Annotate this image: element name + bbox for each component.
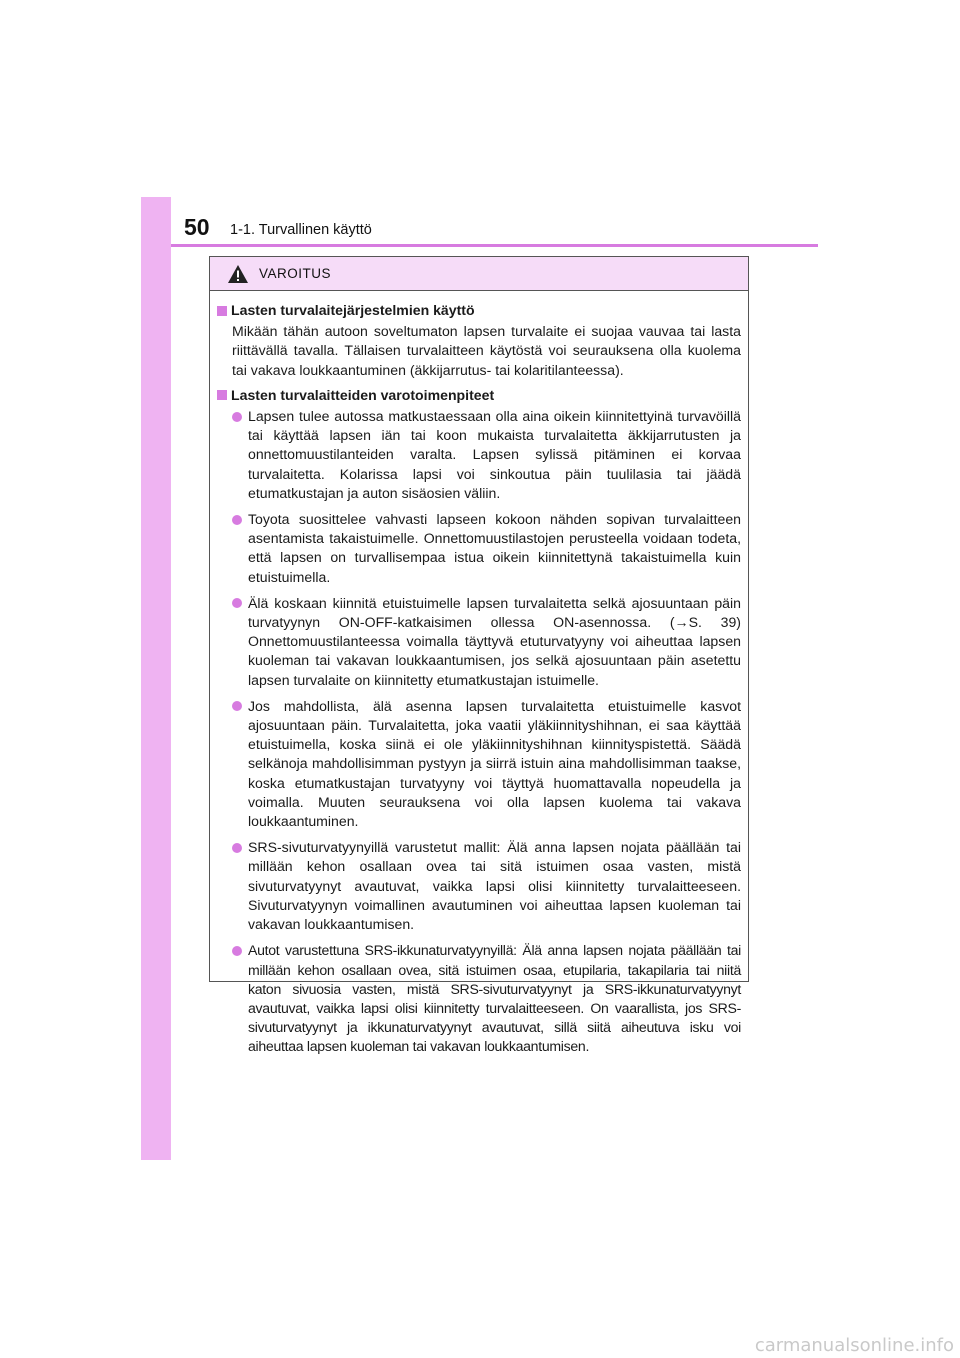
square-bullet-icon xyxy=(217,390,227,400)
circle-bullet-icon xyxy=(232,412,242,422)
list-item xyxy=(217,510,741,587)
list-item-text: Jos mahdollista, älä asenna lapsen turvalaitetta etuistuimelle kasvot ajosuuntaan päin. Turvalaitetta, joka vaatii yläkiinnityshihnan, ei saa käyttää etuistuimella, koska siinä ei ole yläkiinnityshihnan kiinnityspistettä. Säädä selkänoja mahdollisimman pystyyn ja siirrä istuin aina mahdollisimman taakse, koska etumatkustajan turvatyyny voi täyttyä huomattavalla nopeudella ja voimalla. Muuten seurauksena voi olla lapsen kuolema tai vakava loukkaantuminen. xyxy=(248,697,741,830)
list-item-text: Toyota suosittelee vahvasti lapseen kokoon nähden sopivan turvalaitteen asentamista takaistuimelle. Onnettomuustilastojen perusteella voidaan todeta, että lapsen on turvallisempaa istua oikein kiinnitettynä takaistuimella kuin etuistuimella. xyxy=(248,511,741,585)
circle-bullet-icon xyxy=(232,946,242,956)
section-heading xyxy=(217,301,741,320)
circle-bullet-icon xyxy=(232,843,242,853)
side-tab xyxy=(141,197,171,1160)
square-bullet-icon xyxy=(217,306,227,316)
section-heading-text: Lasten turvalaitteiden varotoimenpiteet xyxy=(231,386,495,403)
list-item-text: SRS-sivuturvatyynyillä varustetut mallit: Älä anna lapsen nojata päällään tai millään kehon osallaan ovea tai sitä istuimen osaa vasten, mistä sivuturvatyynyt avautuvat, vaikka lapsi olisi kiinnitetty turvalaitteeseen. Sivuturvatyynyn voimallinen avautuminen voi aiheuttaa lapsen kuoleman tai vakavan loukkaantumisen. xyxy=(248,839,741,933)
warning-header xyxy=(210,257,748,291)
section-heading-text: Lasten turvalaitejärjestelmien käyttö xyxy=(231,302,475,318)
section-paragraph: Mikään tähän autoon soveltumaton lapsen turvalaite ei suojaa vauvaa tai lasta riittävällä tavalla. Tällaisen turvalaitteen käytöstä voi seurauksena olla kuolema tai vakava loukkaantuminen (äkkijarrutus- tai kolaritilanteessa). xyxy=(232,323,741,378)
circle-bullet-icon xyxy=(232,515,242,525)
page-number: 50 xyxy=(184,214,210,240)
circle-bullet-icon xyxy=(232,701,242,711)
warning-triangle-icon xyxy=(227,264,249,284)
list-item xyxy=(217,941,741,1056)
list-item xyxy=(217,838,741,934)
circle-bullet-icon xyxy=(232,598,242,608)
warning-box xyxy=(209,256,749,1055)
list-item xyxy=(217,594,741,690)
warning-label: VAROITUS xyxy=(259,266,332,281)
section-title: 1-1. Turvallinen käyttö xyxy=(230,222,372,238)
list-item xyxy=(217,407,741,503)
warning-content xyxy=(210,291,748,1057)
list-item xyxy=(217,697,741,831)
section-heading xyxy=(217,386,741,405)
header-rule xyxy=(171,244,818,247)
list-item-text: Autot varustettuna SRS-ikkunaturvatyynyillä: Älä anna lapsen nojata päällään tai millään kehon osallaan ovea, sitä istuimen osaa, etupilaria, takapilaria tai niitä katon sivuosia vasten, mistä SRS-sivuturvatyynyt ja SRS-ikkunaturvatyynyt avautuvat, vaikka lapsi olisi kiinnitetty turvalaitteeseen. On vaarallista, jos SRS-sivuturvatyynyt ja ikkunaturvatyynyt avautuvat, sillä siitä aiheutuva isku voi aiheuttaa lapsen kuoleman tai vakavan loukkaantumisen. xyxy=(248,942,741,1055)
list-item-text: Lapsen tulee autossa matkustaessaan olla aina oikein kiinnitettyinä turvavöillä tai käyttää lapsen iän tai koon mukaista turvalaitetta äkkijarrutusten ja onnettomuustilanteiden varalta. Lapsen sylissä pitäminen ei korvaa turvalaitetta. Kolarissa lapsi voi sinkoutua päin tuulilasia tai jäädä etumatkustajan ja auton sisäosien väliin. xyxy=(248,408,741,501)
list-item-text: Älä koskaan kiinnitä etuistuimelle lapsen turvalaitetta selkä ajosuuntaan päin turvatyynyn ON-OFF-katkaisimen ollessa ON-asennossa. (→S. 39) Onnettomuustilanteessa voimalla täyttyvä etuturvatyyny voi aiheuttaa lapsen kuoleman tai vakavan loukkaantumisen, jos selkä ajosuuntaan päin asetettu lapsen turvalaite on kiinnitetty etumatkustajan istuimelle. xyxy=(248,594,741,688)
watermark: carmanualsonline.info xyxy=(754,1335,954,1356)
